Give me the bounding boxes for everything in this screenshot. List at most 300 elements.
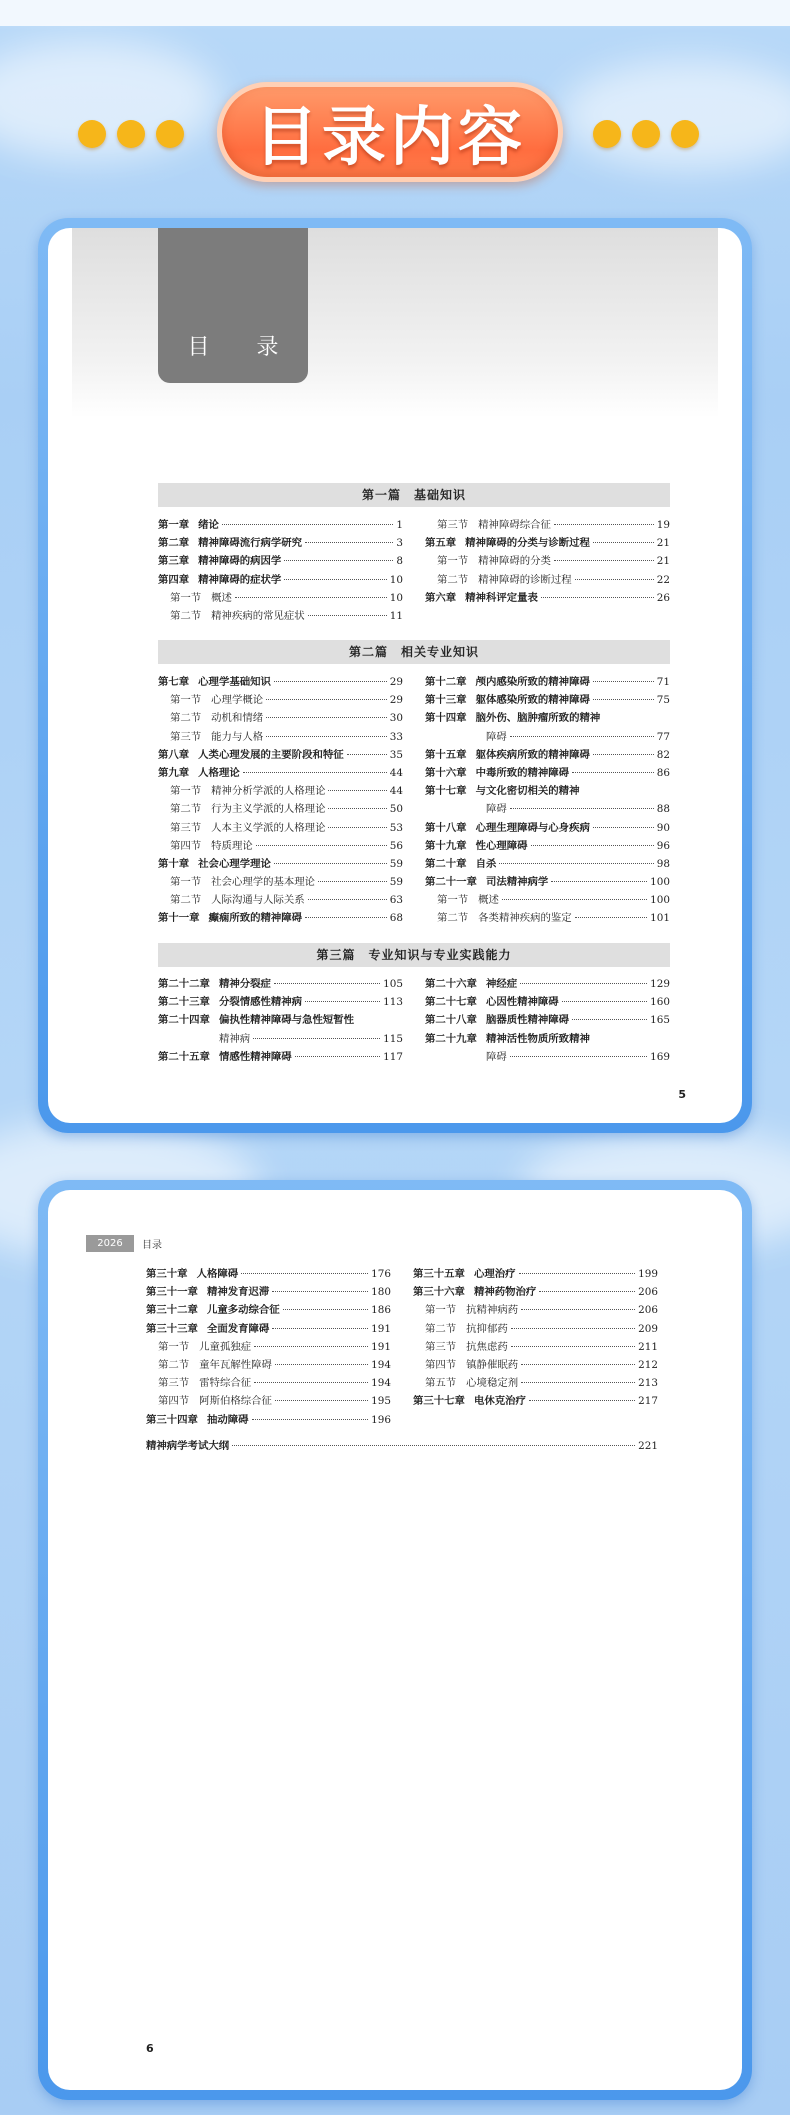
- toc-section-entry[interactable]: [158, 800, 403, 818]
- entry-page: 29: [389, 676, 403, 688]
- entry-title: 儿童多动综合征: [206, 1304, 280, 1317]
- entry-label: 第三节: [158, 1377, 190, 1390]
- toc-section-entry[interactable]: [146, 1356, 391, 1374]
- toc-chapter-entry[interactable]: [158, 764, 403, 782]
- dot-leader: [241, 1273, 368, 1274]
- dot-leader: [254, 1346, 368, 1347]
- entry-label: 第三十七章: [413, 1395, 465, 1408]
- dot-leader: [305, 542, 393, 543]
- entry-page: 26: [656, 591, 670, 604]
- title-pill: [217, 82, 563, 182]
- dot-leader: [520, 983, 647, 984]
- toc-chapter-entry[interactable]: [146, 1411, 391, 1429]
- toc-chapter-entry[interactable]: [425, 764, 670, 782]
- entry-page: 53: [389, 821, 403, 834]
- toc-section-entry[interactable]: [158, 782, 403, 800]
- entry-label: 第二十七章: [425, 996, 477, 1009]
- toc-section-entry[interactable]: [158, 837, 403, 855]
- entry-title: 司法精神病学: [485, 876, 549, 889]
- entry-page: 160: [650, 996, 670, 1009]
- page-number: 5: [678, 1088, 686, 1101]
- entry-title: 精神分析学派的人格理论: [211, 785, 326, 798]
- dot-leader: [593, 754, 654, 755]
- entry-title: 精神疾病的常见症状: [211, 609, 305, 622]
- toc-chapter-entry[interactable]: [425, 819, 670, 837]
- page-header: [0, 82, 790, 186]
- toc-section-entry[interactable]: [146, 1374, 391, 1392]
- entry-title: 阿斯伯格综合征: [199, 1395, 272, 1408]
- toc-section-entry[interactable]: [425, 552, 670, 570]
- entry-page: 71: [656, 676, 670, 688]
- entry-label: 第二十五章: [158, 1050, 210, 1063]
- toc-section-entry[interactable]: [413, 1301, 658, 1319]
- toc-chapter-entry[interactable]: [158, 746, 403, 764]
- dot-leader: [575, 579, 654, 580]
- entry-page: 44: [389, 766, 403, 779]
- toc-chapter-entry[interactable]: [425, 873, 670, 891]
- entry-title: 人格障碍: [196, 1268, 239, 1280]
- entry-page: 44: [389, 785, 403, 798]
- entry-page: 117: [383, 1050, 403, 1063]
- toc-tab: [158, 228, 308, 383]
- entry-page: 199: [638, 1268, 658, 1280]
- entry-label: 第一节: [425, 1304, 457, 1317]
- toc-chapter-entry[interactable]: [425, 691, 670, 709]
- dot-leader: [318, 881, 387, 882]
- entry-page: 3: [396, 537, 403, 550]
- toc-tab-label: 目 录: [187, 335, 299, 360]
- entry-title: 抗焦虑药: [466, 1340, 508, 1353]
- entry-page: 8: [396, 555, 403, 568]
- entry-title: 抗精神病药: [466, 1304, 519, 1317]
- dot-leader: [266, 717, 387, 718]
- entry-label: 第三十五章: [413, 1268, 465, 1280]
- entry-label: 第一节: [170, 591, 202, 604]
- entry-label: 第三章: [158, 555, 190, 568]
- entry-page: 105: [383, 978, 403, 990]
- toc-section-entry[interactable]: [158, 589, 403, 607]
- dot-leader: [305, 1001, 380, 1002]
- toc-chapter-entry[interactable]: [158, 909, 403, 927]
- toc-column: [146, 1265, 391, 1429]
- entry-title: 动机和情绪: [211, 712, 264, 725]
- entry-page: 22: [656, 573, 670, 586]
- entry-label: 第二节: [158, 1358, 190, 1371]
- entry-label: 第十一章: [158, 912, 200, 925]
- toc-page-1: [48, 228, 742, 1123]
- dot-leader: [347, 754, 387, 755]
- entry-title: 社会心理学理论: [198, 857, 271, 870]
- toc-chapter-entry[interactable]: [146, 1320, 391, 1338]
- entry-title: 概述: [211, 591, 232, 604]
- entry-label: 第二节: [425, 1322, 457, 1335]
- entry-label: 第三节: [170, 821, 202, 834]
- entry-page: 59: [389, 857, 403, 870]
- entry-label: 第四节: [425, 1358, 457, 1371]
- dot-leader: [222, 524, 393, 525]
- toc-chapter-entry[interactable]: [425, 993, 670, 1011]
- toc-chapter-entry[interactable]: [425, 800, 670, 818]
- entry-title: 颅内感染所致的精神障碍: [475, 676, 590, 688]
- entry-page: 35: [389, 748, 403, 761]
- entry-label: 第三节: [170, 730, 202, 743]
- entry-page: 21: [656, 537, 670, 550]
- entry-title: 行为主义学派的人格理论: [211, 803, 326, 816]
- entry-label: 第三十章: [146, 1268, 188, 1280]
- entry-title: 精神障碍的诊断过程: [478, 573, 572, 586]
- toc-chapter-entry[interactable]: [413, 1265, 658, 1283]
- dot-leader: [274, 983, 380, 984]
- entry-label: 第三节: [425, 1340, 457, 1353]
- dot-leader: [511, 1346, 635, 1347]
- entry-title: 精神药物治疗: [473, 1286, 537, 1299]
- toc-chapter-entry[interactable]: [425, 589, 670, 607]
- toc-appendix: [146, 1437, 658, 1455]
- entry-label: 第二十九章: [425, 1032, 477, 1045]
- toc-section-entry[interactable]: [413, 1320, 658, 1338]
- dot-leader: [328, 790, 386, 791]
- toc-chapter-entry[interactable]: [413, 1283, 658, 1301]
- entry-title: 癫痫所致的精神障碍: [208, 912, 303, 925]
- entry-label: 第六章: [425, 591, 457, 604]
- entry-title: 精神发育迟滞: [206, 1286, 270, 1299]
- dot-leader: [253, 1038, 380, 1039]
- top-strip: [0, 0, 790, 26]
- part-heading: 第一篇 基础知识: [158, 483, 670, 507]
- dot-leader: [272, 1291, 368, 1292]
- entry-page: 194: [371, 1358, 391, 1371]
- dot-leader: [519, 1273, 636, 1274]
- dot-leader: [328, 827, 386, 828]
- dot-icon: [593, 120, 621, 148]
- entry-page: 115: [383, 1032, 403, 1045]
- toc-section-entry[interactable]: [158, 873, 403, 891]
- entry-label: 第十章: [158, 857, 190, 870]
- toc-chapter-entry[interactable]: [158, 1048, 403, 1066]
- entry-title: 心理学概论: [211, 694, 264, 707]
- entry-title: 自杀: [475, 857, 497, 870]
- toc-page-card-2: [38, 1180, 752, 2100]
- entry-label: 第一章: [158, 519, 190, 531]
- dot-leader: [266, 699, 387, 700]
- entry-title: 与文化密切相关的精神: [475, 785, 580, 798]
- entry-label: 第十二章: [425, 676, 467, 688]
- toc-section-entry[interactable]: [413, 1356, 658, 1374]
- dot-leader: [529, 1400, 635, 1401]
- entry-title: 偏执性精神障碍与急性短暂性: [218, 1014, 355, 1027]
- entry-title: 全面发育障碍: [206, 1322, 270, 1335]
- entry-title: 精神障碍的症状学: [198, 573, 282, 586]
- dot-leader: [308, 615, 387, 616]
- entry-label: 第二节: [170, 609, 202, 622]
- entry-title: 分裂情感性精神病: [218, 996, 303, 1009]
- toc-chapter-entry[interactable]: [413, 1392, 658, 1410]
- right-dots: [593, 120, 699, 148]
- entry-label: 第三十一章: [146, 1286, 198, 1299]
- dot-leader: [510, 1056, 647, 1057]
- entry-page: 211: [638, 1340, 658, 1353]
- entry-title: 电休克治疗: [473, 1395, 526, 1408]
- toc-section-entry[interactable]: [158, 819, 403, 837]
- entry-page: 213: [638, 1377, 658, 1390]
- toc-section-entry[interactable]: [158, 607, 403, 625]
- dot-leader: [243, 772, 387, 773]
- toc-chapter-entry[interactable]: [158, 534, 403, 552]
- entry-title: 精神病学考试大纲: [146, 1440, 230, 1452]
- page-number: 6: [146, 2042, 154, 2055]
- entry-page: 96: [656, 839, 670, 852]
- entry-page: 29: [389, 694, 403, 707]
- entry-label: 第一节: [158, 1340, 190, 1353]
- toc-chapter-entry[interactable]: [425, 855, 670, 873]
- toc-chapter-entry[interactable]: [425, 534, 670, 552]
- entry-page: 191: [371, 1322, 391, 1335]
- entry-label: 第二节: [437, 912, 469, 925]
- entry-label: 第二节: [437, 573, 469, 586]
- entry-title: 精神活性物质所致精神: [485, 1032, 590, 1045]
- dot-leader: [283, 1309, 368, 1310]
- dot-leader: [232, 1445, 635, 1446]
- entry-page: 88: [656, 803, 670, 816]
- dot-leader: [521, 1309, 635, 1310]
- entry-title: 脑外伤、脑肿瘤所致的精神: [475, 712, 601, 725]
- dot-leader: [572, 772, 654, 773]
- dot-leader: [284, 560, 393, 561]
- entry-label: 第十九章: [425, 839, 467, 852]
- dot-leader: [235, 597, 387, 598]
- entry-label: 第四节: [170, 839, 202, 852]
- dot-leader: [254, 1382, 368, 1383]
- entry-label: 第四节: [158, 1395, 190, 1408]
- toc-section-entry[interactable]: [413, 1374, 658, 1392]
- toc-chapter-entry[interactable]: [158, 993, 403, 1011]
- entry-title: 人类心理发展的主要阶段和特征: [198, 748, 344, 761]
- dot-leader: [274, 681, 387, 682]
- toc-chapter-entry[interactable]: [146, 1301, 391, 1319]
- entry-page: 68: [389, 912, 403, 925]
- entry-title: 精神障碍综合征: [478, 519, 551, 531]
- entry-title: 精神障碍的分类: [478, 555, 551, 568]
- toc-section-entry[interactable]: [425, 516, 670, 534]
- entry-label: 第二十四章: [158, 1014, 210, 1027]
- entry-label: 第二节: [170, 803, 202, 816]
- entry-title: 心理治疗: [473, 1268, 516, 1280]
- toc-section-entry[interactable]: [146, 1338, 391, 1356]
- entry-page: 186: [371, 1304, 391, 1317]
- toc-section-entry[interactable]: [158, 691, 403, 709]
- entry-page: 221: [638, 1440, 658, 1452]
- left-dots: [78, 120, 184, 148]
- entry-label: 第一节: [437, 555, 469, 568]
- toc-chapter-entry[interactable]: [425, 728, 670, 746]
- entry-page: 63: [389, 894, 403, 907]
- toc-column: [413, 1265, 658, 1411]
- entry-page: 82: [656, 748, 670, 761]
- entry-title: 人际沟通与人际关系: [211, 894, 305, 907]
- entry-label: 第二十八章: [425, 1014, 477, 1027]
- entry-title: 心境稳定剂: [466, 1377, 519, 1390]
- dot-leader: [284, 579, 386, 580]
- entry-page: 191: [371, 1340, 391, 1353]
- entry-page: 1: [396, 519, 403, 531]
- entry-page: 98: [656, 857, 670, 870]
- entry-page: 206: [638, 1286, 658, 1299]
- dot-leader: [531, 845, 654, 846]
- entry-title: 精神分裂症: [218, 978, 271, 990]
- toc-chapter-entry[interactable]: [425, 746, 670, 764]
- toc-chapter-entry[interactable]: [425, 975, 670, 993]
- entry-page: 19: [656, 519, 670, 531]
- entry-title: 童年瓦解性障碍: [199, 1358, 272, 1371]
- entry-label: 第三十四章: [146, 1413, 198, 1426]
- entry-title: 障碍: [486, 803, 507, 816]
- entry-page: 56: [389, 839, 403, 852]
- entry-label: 第三十二章: [146, 1304, 198, 1317]
- entry-title: 抗抑郁药: [466, 1322, 508, 1335]
- dot-leader: [305, 917, 387, 918]
- dot-leader: [521, 1364, 635, 1365]
- dot-leader: [551, 881, 647, 882]
- entry-label: 第十五章: [425, 748, 467, 761]
- entry-page: 196: [371, 1413, 391, 1426]
- entry-title: 精神障碍流行病学研究: [198, 537, 303, 550]
- toc-section-entry[interactable]: [158, 728, 403, 746]
- entry-title: 心因性精神障碍: [485, 996, 559, 1009]
- entry-page: 195: [371, 1395, 391, 1408]
- toc-chapter-entry[interactable]: [425, 1011, 670, 1029]
- entry-title: 障碍: [486, 1050, 507, 1063]
- entry-page: 86: [656, 766, 670, 779]
- entry-page: 169: [650, 1050, 670, 1063]
- entry-label: 第十三章: [425, 694, 467, 707]
- toc-section-entry[interactable]: [158, 891, 403, 909]
- toc-chapter-entry[interactable]: [425, 1048, 670, 1066]
- dot-leader: [593, 542, 654, 543]
- toc-section-entry[interactable]: [425, 909, 670, 927]
- toc-chapter-entry[interactable]: [425, 782, 670, 800]
- toc-section-entry[interactable]: [413, 1338, 658, 1356]
- toc-section-entry[interactable]: [425, 571, 670, 589]
- entry-page: 50: [389, 803, 403, 816]
- entry-title: 绪论: [198, 519, 219, 531]
- toc-chapter-entry[interactable]: [158, 673, 403, 691]
- entry-page: 10: [389, 591, 403, 604]
- entry-label: 第二十一章: [425, 876, 477, 889]
- dot-leader: [541, 597, 654, 598]
- dot-leader: [593, 681, 654, 682]
- dot-leader: [256, 845, 387, 846]
- running-title: 目录: [142, 1240, 162, 1251]
- toc-chapter-entry[interactable]: [425, 837, 670, 855]
- entry-page: 176: [371, 1268, 391, 1280]
- entry-label: 第三十三章: [146, 1322, 198, 1335]
- dot-leader: [308, 899, 387, 900]
- dot-leader: [593, 827, 654, 828]
- entry-title: 人格理论: [198, 766, 240, 779]
- dot-leader: [266, 736, 387, 737]
- dot-leader: [510, 808, 654, 809]
- entry-page: 75: [656, 694, 670, 707]
- toc-chapter-entry[interactable]: [158, 975, 403, 993]
- entry-label: 第十六章: [425, 766, 467, 779]
- dot-leader: [272, 1328, 368, 1329]
- entry-page: 113: [383, 996, 403, 1009]
- entry-page: 59: [389, 876, 403, 889]
- dot-icon: [671, 120, 699, 148]
- toc-chapter-entry[interactable]: [158, 571, 403, 589]
- entry-label: 第二十六章: [425, 978, 477, 990]
- entry-label: 第十八章: [425, 821, 467, 834]
- entry-title: 各类精神疾病的鉴定: [478, 912, 572, 925]
- dot-leader: [521, 1382, 635, 1383]
- part-heading: 第三篇 专业知识与专业实践能力: [158, 943, 670, 967]
- dot-leader: [511, 1328, 635, 1329]
- entry-title: 精神病: [219, 1032, 251, 1045]
- entry-label: 第一节: [170, 694, 202, 707]
- entry-label: 第一节: [437, 894, 469, 907]
- entry-label: 第二十章: [425, 857, 467, 870]
- dot-icon: [156, 120, 184, 148]
- toc-chapter-entry[interactable]: [146, 1437, 658, 1455]
- entry-title: 雷特综合征: [199, 1377, 252, 1390]
- toc-section-entry[interactable]: [425, 891, 670, 909]
- toc-chapter-entry[interactable]: [158, 552, 403, 570]
- entry-title: 中毒所致的精神障碍: [475, 766, 570, 779]
- dot-icon: [117, 120, 145, 148]
- dot-icon: [78, 120, 106, 148]
- entry-page: 217: [638, 1395, 658, 1408]
- dot-leader: [554, 560, 654, 561]
- toc-chapter-entry[interactable]: [146, 1265, 391, 1283]
- entry-title: 脑器质性精神障碍: [485, 1014, 570, 1027]
- entry-label: 第一节: [170, 876, 202, 889]
- entry-title: 情感性精神障碍: [218, 1050, 292, 1063]
- entry-title: 心理生理障碍与心身疾病: [475, 821, 590, 834]
- toc-section-entry[interactable]: [158, 709, 403, 727]
- year-badge: 2026: [86, 1235, 134, 1252]
- dot-leader: [252, 1419, 369, 1420]
- entry-page: 100: [650, 894, 670, 907]
- toc-chapter-entry[interactable]: [425, 1030, 670, 1048]
- toc-chapter-entry[interactable]: [158, 516, 403, 534]
- entry-label: 第九章: [158, 766, 190, 779]
- entry-label: 第二章: [158, 537, 190, 550]
- toc-page-2: [48, 1190, 742, 2090]
- dot-leader: [295, 1056, 380, 1057]
- dot-leader: [275, 1364, 368, 1365]
- entry-label: 第五章: [425, 537, 457, 550]
- toc-chapter-entry[interactable]: [425, 709, 670, 727]
- toc-section-entry[interactable]: [146, 1392, 391, 1410]
- toc-chapter-entry[interactable]: [158, 855, 403, 873]
- toc-column: [425, 516, 670, 607]
- entry-title: 儿童孤独症: [199, 1340, 252, 1353]
- entry-title: 社会心理学的基本理论: [211, 876, 316, 889]
- dot-leader: [593, 699, 654, 700]
- toc-chapter-entry[interactable]: [158, 1011, 403, 1029]
- entry-title: 躯体感染所致的精神障碍: [475, 694, 590, 707]
- entry-page: 180: [371, 1286, 391, 1299]
- entry-label: 第十七章: [425, 785, 467, 798]
- entry-label: 第一节: [170, 785, 202, 798]
- entry-page: 77: [656, 730, 670, 743]
- toc-chapter-entry[interactable]: [146, 1283, 391, 1301]
- dot-leader: [572, 1019, 647, 1020]
- toc-chapter-entry[interactable]: [158, 1030, 403, 1048]
- entry-title: 障碍: [486, 730, 507, 743]
- toc-chapter-entry[interactable]: [425, 673, 670, 691]
- dot-leader: [539, 1291, 635, 1292]
